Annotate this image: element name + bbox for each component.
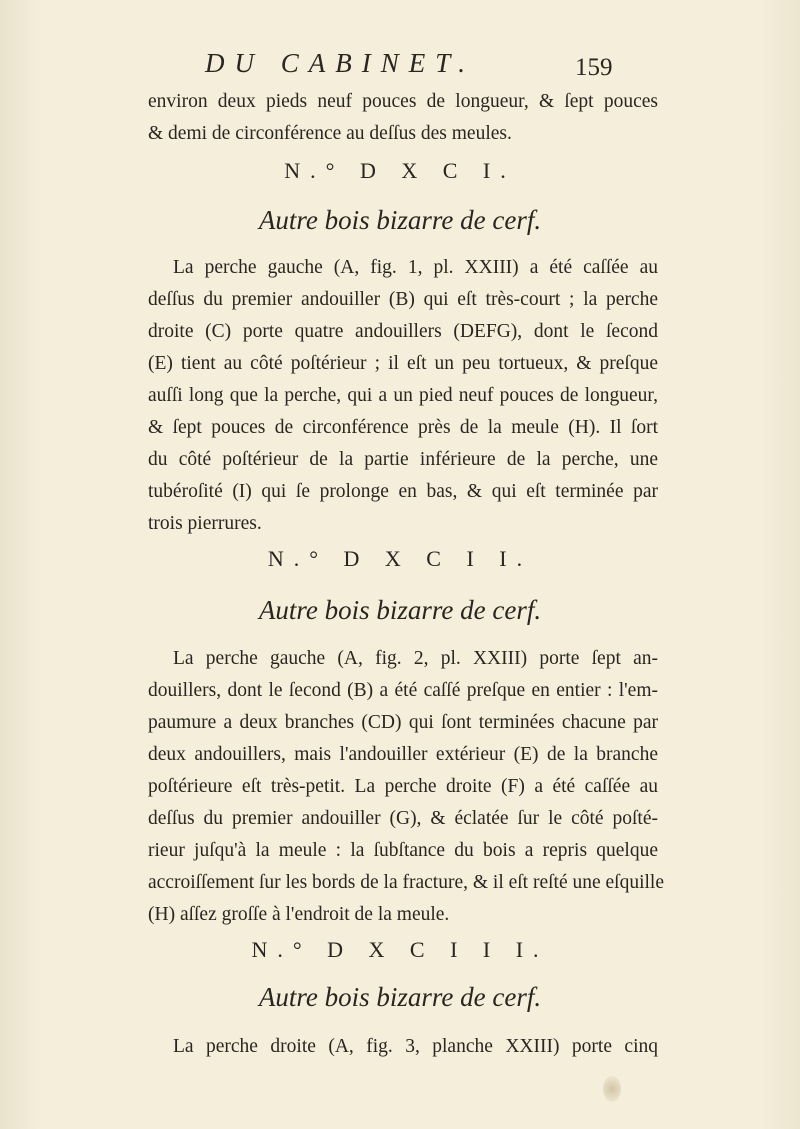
- text-line: La perche gauche (A, fig. 1, pl. XXIII) a été caſſée au: [173, 257, 658, 278]
- text-line: environ deux pieds neuf pouces de longueur, & ſept pouces: [148, 91, 658, 112]
- text-line: & demi de circonférence au deſſus des meules.: [148, 123, 512, 144]
- entry-number-591: N.° D X C I.: [284, 158, 516, 183]
- text-line: du côté poſtérieur de la partie inférieure de la perche, une: [148, 449, 658, 470]
- entry-paragraph-592: [148, 643, 664, 931]
- text-line: & ſept pouces de circonférence près de la meule (H). Il ſort: [148, 417, 658, 438]
- entry-title-592: Autre bois bizarre de cerf.: [258, 595, 542, 625]
- text-line: (E) tient au côté poſtérieur ; il eſt un peu tortueux, & preſque: [148, 353, 658, 374]
- text-line: La perche gauche (A, fig. 2, pl. XXIII) porte ſept an-: [173, 648, 658, 669]
- page-number: 159: [575, 54, 613, 81]
- text-line: douillers, dont le ſecond (B) a été caſſé preſque en entier : l'em-: [148, 680, 658, 701]
- text-line: deſſus du premier andouiller (G), & éclatée ſur le côté poſté-: [148, 808, 658, 829]
- paper-stain: [603, 1076, 621, 1102]
- text-line: droite (C) porte quatre andouillers (DEFG), dont le ſecond: [148, 321, 658, 342]
- text-line: paumure a deux branches (CD) qui ſont terminées chacune par: [148, 712, 658, 733]
- text-line: accroiſſement ſur les bords de la fracture, & il eſt reſté une eſquille: [148, 872, 664, 893]
- text-line: poſtérieure eſt très-petit. La perche droite (F) a été caſſée au: [148, 776, 658, 797]
- entry-title-593: Autre bois bizarre de cerf.: [258, 982, 542, 1012]
- text-line: auſſi long que la perche, qui a un pied neuf pouces de longueur,: [148, 385, 658, 406]
- text-line: deſſus du premier andouiller (B) qui eſt très-court ; la perche: [148, 289, 658, 310]
- text-line: deux andouillers, mais l'andouiller extérieur (E) de la branche: [148, 744, 658, 765]
- entry-number-593: N.° D X C I I I.: [251, 937, 549, 962]
- continued-paragraph: [148, 86, 658, 150]
- text-line: (H) aſſez groſſe à l'endroit de la meule.: [148, 904, 450, 925]
- text-line: tubéroſité (I) qui ſe prolonge en bas, & qui eſt terminée par: [148, 481, 658, 502]
- text-line: La perche droite (A, fig. 3, planche XXIII) porte cinq: [173, 1036, 658, 1057]
- entry-paragraph-591: [148, 252, 658, 540]
- entry-number-592: N.° D X C I I.: [267, 546, 533, 571]
- entry-paragraph-593: [148, 1031, 658, 1063]
- running-head: [0, 48, 800, 88]
- entry-title-591: Autre bois bizarre de cerf.: [258, 205, 542, 235]
- text-line: trois pierrures.: [148, 513, 262, 534]
- text-line: rieur juſqu'à la meule : la ſubſtance du bois a repris quelque: [148, 840, 658, 861]
- running-title: DU CABINET.: [205, 48, 475, 78]
